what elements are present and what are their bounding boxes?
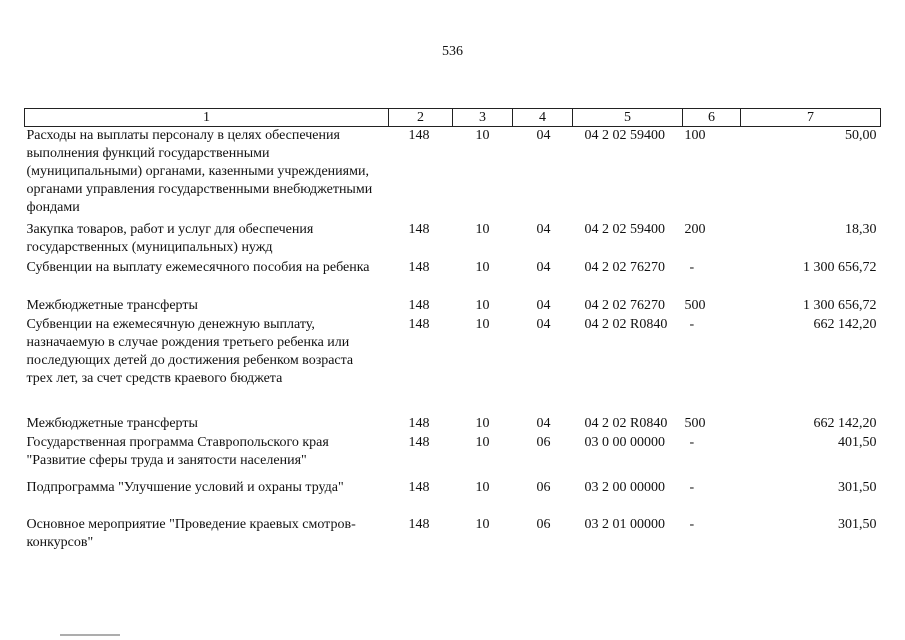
row-code-4: 04 (536, 128, 551, 143)
row-code-2: 148 (408, 434, 430, 450)
row-amount: 301,50 (838, 516, 877, 532)
row-name: Межбюджетные трансферты (26, 297, 198, 313)
table-row (25, 221, 881, 259)
row-code-4: 06 (536, 434, 551, 450)
row-code-5: 03 0 00 00000 (584, 434, 665, 450)
row-code-4: 06 (536, 479, 551, 495)
row-code-4: 04 (536, 415, 551, 431)
page-number: 536 (442, 44, 463, 59)
column-header: 4 (513, 109, 573, 127)
header-row (25, 109, 881, 127)
row-code-2: 148 (408, 128, 430, 143)
row-code-5: 04 2 02 R0840 (584, 316, 668, 332)
row-code-5: 04 2 02 76270 (584, 297, 665, 313)
row-code-4: 04 (536, 316, 551, 332)
row-code-3: 10 (475, 516, 490, 532)
row-code-2: 148 (408, 221, 430, 237)
row-code-6: 100 (684, 128, 706, 143)
row-code-3: 10 (475, 297, 490, 313)
row-code-6: - (689, 434, 695, 450)
table-row (25, 127, 881, 221)
row-code-4: 04 (536, 259, 551, 275)
row-code-6: - (689, 516, 695, 532)
row-code-2: 148 (408, 415, 430, 431)
budget-table (24, 108, 881, 554)
row-amount: 18,30 (845, 221, 877, 237)
footer-rule (60, 634, 120, 636)
row-code-4: 06 (536, 516, 551, 532)
column-header: 1 (25, 109, 389, 127)
table-row (25, 516, 881, 554)
row-code-2: 148 (408, 516, 430, 532)
row-name: Расходы на выплаты персоналу в целях обеспечения выполнения функций государственными (муниципальными) органами, казенными учреждениями, органами управления государственными внебюджетными фондами (26, 128, 373, 215)
row-code-6: 500 (684, 297, 706, 313)
row-name: Субвенции на выплату ежемесячного пособия на ребенка (26, 259, 370, 275)
row-code-5: 04 2 02 59400 (584, 221, 665, 237)
column-header: 6 (683, 109, 741, 127)
row-code-5: 04 2 02 59400 (584, 128, 665, 143)
row-code-3: 10 (475, 128, 490, 143)
row-code-2: 148 (408, 316, 430, 332)
table-row (25, 316, 881, 415)
row-name: Межбюджетные трансферты (26, 415, 198, 431)
column-header: 3 (453, 109, 513, 127)
row-code-5: 03 2 01 00000 (584, 516, 665, 532)
row-code-2: 148 (408, 479, 430, 495)
table-row (25, 434, 881, 479)
row-amount: 662 142,20 (813, 415, 877, 431)
row-code-4: 04 (536, 221, 551, 237)
row-code-5: 04 2 02 76270 (584, 259, 665, 275)
row-code-5: 03 2 00 00000 (584, 479, 665, 495)
row-code-6: - (689, 479, 695, 495)
row-code-2: 148 (408, 297, 430, 313)
row-name: Государственная программа Ставропольского края "Развитие сферы труда и занятости населения" (26, 434, 329, 468)
column-header: 2 (389, 109, 453, 127)
row-code-6: 500 (684, 415, 706, 431)
row-code-3: 10 (475, 221, 490, 237)
column-header: 5 (573, 109, 683, 127)
table-row (25, 479, 881, 516)
row-code-3: 10 (475, 415, 490, 431)
row-code-3: 10 (475, 479, 490, 495)
table-row (25, 259, 881, 297)
row-code-6: - (689, 316, 695, 332)
row-name: Закупка товаров, работ и услуг для обеспечения государственных (муниципальных) нужд (26, 221, 314, 255)
row-code-6: 200 (684, 221, 706, 237)
row-code-4: 04 (536, 297, 551, 313)
row-code-3: 10 (475, 434, 490, 450)
row-amount: 662 142,20 (813, 316, 877, 332)
row-code-5: 04 2 02 R0840 (584, 415, 668, 431)
row-amount: 50,00 (845, 128, 877, 143)
row-amount: 1 300 656,72 (803, 297, 877, 313)
row-amount: 401,50 (838, 434, 877, 450)
table-row (25, 297, 881, 316)
row-name: Основное мероприятие "Проведение краевых смотров-конкурсов" (26, 516, 356, 550)
row-code-3: 10 (475, 259, 490, 275)
row-name: Подпрограмма "Улучшение условий и охраны труда" (26, 479, 344, 495)
row-amount: 301,50 (838, 479, 877, 495)
row-code-3: 10 (475, 316, 490, 332)
row-name: Субвенции на ежемесячную денежную выплату, назначаемую в случае рождения третьего ребенка или последующих детей до достижения ребенком возраста трех лет, за счет средств краевого бюджета (26, 316, 354, 386)
row-amount: 1 300 656,72 (803, 259, 877, 275)
table-row (25, 415, 881, 434)
column-header: 7 (741, 109, 881, 127)
row-code-6: - (689, 259, 695, 275)
row-code-2: 148 (408, 259, 430, 275)
